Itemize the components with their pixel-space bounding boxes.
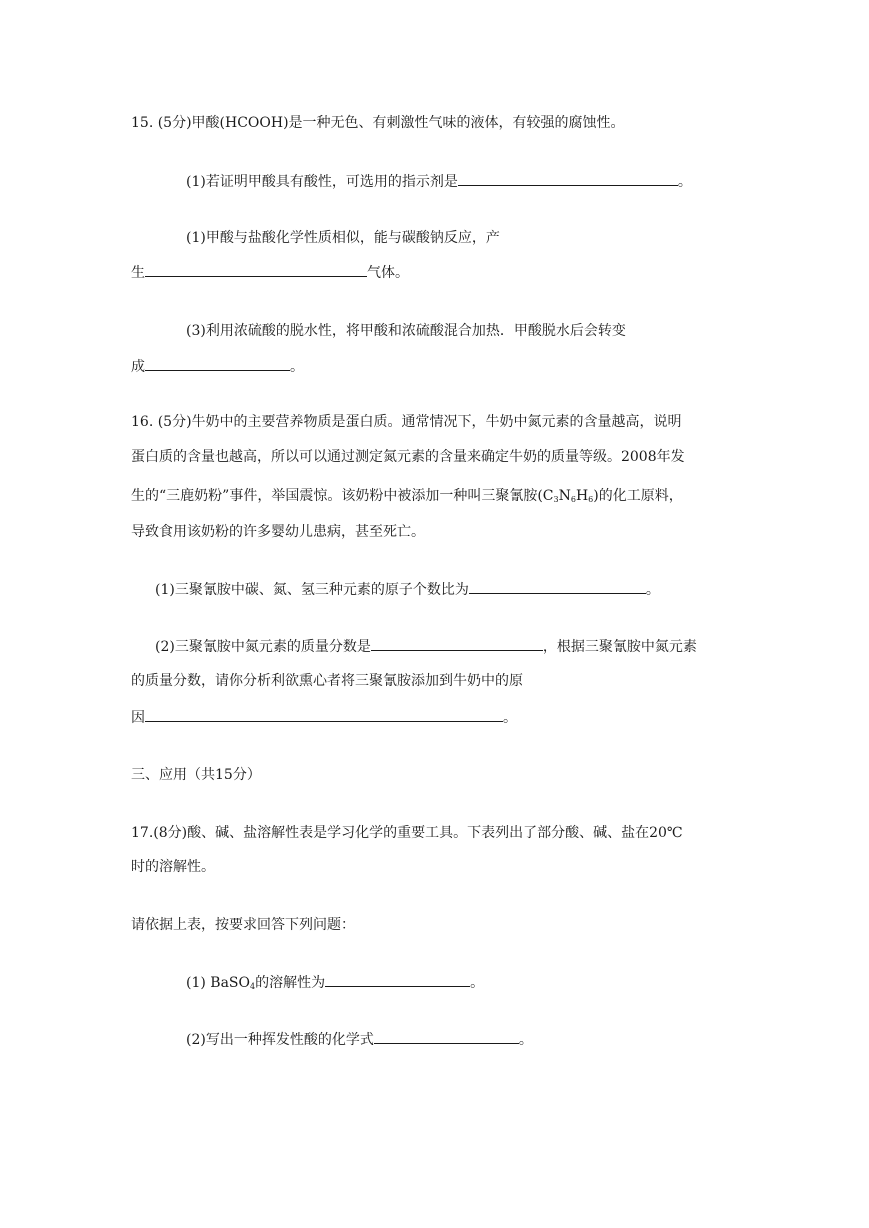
q16-stem-line3-b: )的化工原料，: [593, 488, 683, 504]
q16-stem-line2: 蛋白质的含量也越高，所以可以通过测定氮元素的含量来确定牛奶的质量等级。2008年发: [131, 449, 685, 465]
q15-part3-line2: [131, 356, 304, 377]
q16-part3-answer-blank[interactable]: [145, 707, 503, 722]
q17-part2: [186, 1029, 533, 1050]
q16-part1: [155, 579, 660, 600]
q17-part2-end: 。: [518, 1032, 533, 1048]
q17-stem-line2: 时的溶解性。: [131, 859, 215, 875]
q16-part2-text: (2)三聚氰胺中氮元素的质量分数是: [155, 639, 371, 655]
q15-part1-text: (1)若证明甲酸具有酸性，可选用的指示剂是: [186, 174, 458, 190]
q15-part3-line1: (3)利用浓硫酸的脱水性，将甲酸和浓硫酸混合加热．甲酸脱水后会转变: [186, 323, 626, 339]
formula-subscript: 6: [588, 495, 594, 504]
q16-part1-end: 。: [645, 582, 660, 598]
q15-part1: [186, 171, 692, 192]
q15-part3-answer-blank[interactable]: [145, 356, 290, 371]
formula-subscript: 6: [570, 495, 576, 504]
q15-stem: 15. (5分)甲酸(HCOOH)是一种无色、有刺激性气味的液体，有较强的腐蚀性。: [131, 115, 625, 131]
q15-part2-line2: [131, 262, 409, 283]
q15-part2-line1: (1)甲酸与盐酸化学性质相似，能与碳酸钠反应，产: [186, 230, 500, 246]
q16-stem-line3-a: 生的“三鹿奶粉”事件，举国震惊。该奶粉中被添加一种叫三聚氰胺(C: [131, 488, 554, 504]
q16-stem-line4: 导致食用该奶粉的许多婴幼儿患病，甚至死亡。: [131, 524, 425, 540]
q16-part2-line1: [155, 636, 697, 657]
q15-part2-end: 气体。: [367, 265, 409, 281]
q16-stem-line3: [131, 486, 683, 510]
q16-part1-text: (1)三聚氰胺中碳、氮、氢三种元素的原子个数比为: [155, 582, 469, 598]
q17-part1-answer-blank[interactable]: [325, 972, 470, 987]
q15-part2-answer-blank[interactable]: [145, 262, 367, 277]
q16-part2-prefix: 因: [131, 710, 145, 726]
q17-stem-line1: 17.(8分)酸、碱、盐溶解性表是学习化学的重要工具。下表列出了部分酸、碱、盐在20℃: [131, 825, 683, 841]
formula-n: N: [558, 488, 571, 504]
q16-part1-answer-blank[interactable]: [469, 579, 646, 594]
q17-instruction: 请依据上表，按要求回答下列问题：: [131, 917, 355, 933]
section-heading: 三、应用（共15分）: [131, 767, 261, 783]
q16-part2-end: 。: [503, 710, 517, 726]
q16-part2-text-b: ，根据三聚氰胺中氮元素: [542, 639, 697, 655]
q16-part2-answer-blank[interactable]: [371, 636, 543, 651]
q17-part1-text: (1) BaSO: [186, 975, 250, 991]
q16-part2-line2: 的质量分数，请你分析利欲熏心者将三聚氰胺添加到牛奶中的原: [131, 673, 523, 689]
q17-part1-text-b: 的溶解性为: [255, 975, 326, 991]
q15-part1-end: 。: [677, 174, 692, 190]
q15-part2-prefix: 生: [131, 265, 145, 281]
q17-part1: [186, 972, 484, 997]
q15-part1-answer-blank[interactable]: [458, 171, 678, 186]
q17-part2-text: (2)写出一种挥发性酸的化学式: [186, 1032, 374, 1048]
q16-stem-line1: 16. (5分)牛奶中的主要营养物质是蛋白质。通常情况下，牛奶中氮元素的含量越高，说明: [131, 414, 682, 430]
formula-subscript: 3: [553, 495, 559, 504]
formula-subscript: 4: [249, 982, 256, 991]
q17-part1-end: 。: [470, 975, 485, 991]
formula-h: H: [575, 488, 589, 504]
q15-part3-prefix: 成: [131, 359, 145, 375]
q15-part3-end: 。: [290, 359, 304, 375]
q16-part2-line3: [131, 707, 517, 728]
q17-part2-answer-blank[interactable]: [374, 1029, 519, 1044]
